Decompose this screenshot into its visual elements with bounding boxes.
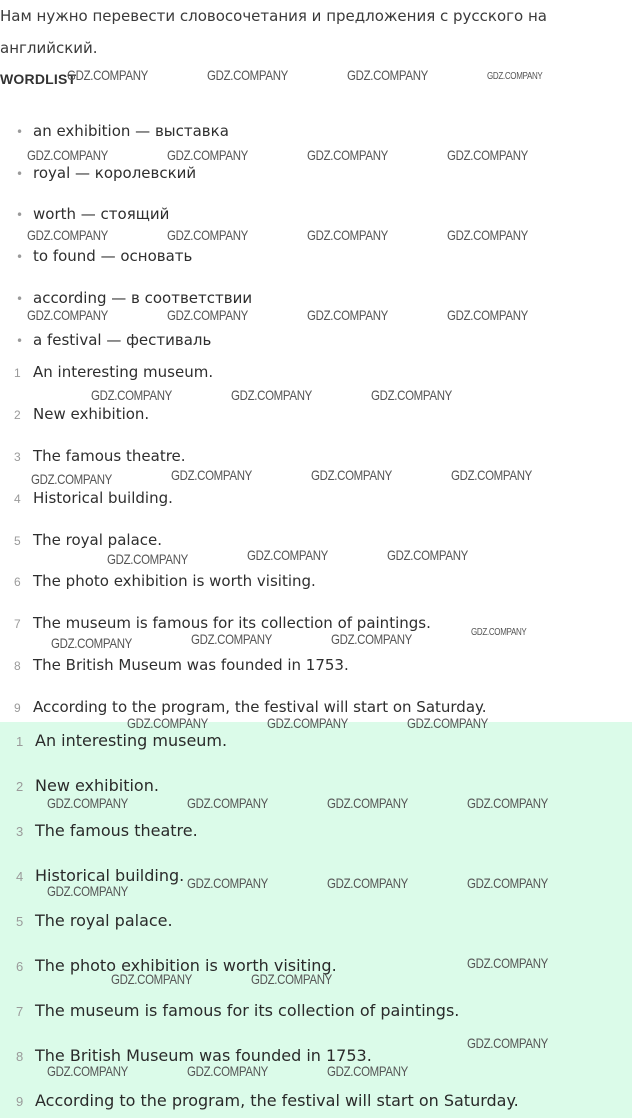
watermark: GDZ.COMPANY: [387, 547, 469, 563]
answer-number: 8: [16, 1049, 24, 1064]
watermark: GDZ.COMPANY: [231, 387, 313, 403]
wordlist-item-text: worth — стоящий: [33, 205, 170, 223]
watermark: GDZ.COMPANY: [471, 627, 527, 638]
answer-text: New exhibition.: [35, 776, 159, 795]
phrase-text: New exhibition.: [33, 405, 150, 423]
phrase-text: The famous theatre.: [33, 447, 186, 465]
answer-text: The famous theatre.: [35, 821, 198, 840]
watermark: GDZ.COMPANY: [327, 1063, 409, 1079]
watermark: GDZ.COMPANY: [167, 227, 249, 243]
watermark: GDZ.COMPANY: [167, 307, 249, 323]
answer-number: 4: [16, 869, 24, 884]
wordlist-item: [16, 122, 229, 140]
watermark: GDZ.COMPANY: [187, 795, 269, 811]
answer-item: [16, 1091, 519, 1110]
phrase-number: 6: [14, 575, 21, 589]
phrase-number: 2: [14, 408, 21, 422]
watermark: GDZ.COMPANY: [171, 467, 253, 483]
answer-text: According to the program, the festival will start on Saturday.: [35, 1091, 519, 1110]
watermark: GDZ.COMPANY: [47, 1063, 129, 1079]
watermark: GDZ.COMPANY: [447, 227, 529, 243]
watermark: GDZ.COMPANY: [251, 971, 333, 987]
bullet-icon: •: [16, 167, 24, 181]
phrase-text: The photo exhibition is worth visiting.: [33, 572, 316, 590]
phrase-text: An interesting museum.: [33, 363, 214, 381]
watermark: GDZ.COMPANY: [371, 387, 453, 403]
phrase-number: 1: [14, 366, 21, 380]
watermark: GDZ.COMPANY: [467, 955, 549, 971]
answer-item: [16, 956, 337, 975]
watermark: GDZ.COMPANY: [27, 307, 109, 323]
phrase-text: The British Museum was founded in 1753.: [33, 656, 349, 674]
intro-line-1: Нам нужно перевести словосочетания и предложения с русского на: [0, 7, 547, 25]
watermark: GDZ.COMPANY: [187, 875, 269, 891]
phrase-item: [14, 363, 213, 381]
watermark: GDZ.COMPANY: [51, 635, 133, 651]
answer-panel: [0, 722, 632, 1118]
phrase-item: [14, 656, 349, 674]
answer-number: 3: [16, 824, 24, 839]
watermark: GDZ.COMPANY: [407, 715, 489, 731]
watermark: GDZ.COMPANY: [311, 467, 393, 483]
answer-text: The British Museum was founded in 1753.: [35, 1046, 372, 1065]
answer-text: Historical building.: [35, 866, 185, 885]
phrase-number: 8: [14, 659, 21, 673]
answer-number: 7: [16, 1004, 24, 1019]
answer-number: 6: [16, 959, 24, 974]
answer-item: [16, 776, 159, 795]
phrase-text: The museum is famous for its collection of paintings.: [33, 614, 431, 632]
watermark: GDZ.COMPANY: [247, 547, 329, 563]
watermark: GDZ.COMPANY: [31, 471, 113, 487]
phrase-text: According to the program, the festival will start on Saturday.: [33, 698, 487, 716]
phrase-number: 5: [14, 534, 21, 548]
wordlist-item: [16, 331, 211, 349]
phrase-text: Historical building.: [33, 489, 173, 507]
wordlist-item-text: royal — королевский: [33, 164, 197, 182]
answer-item: [16, 1046, 372, 1065]
phrase-item: [14, 614, 431, 632]
watermark: GDZ.COMPANY: [327, 875, 409, 891]
answer-number: 2: [16, 779, 24, 794]
answer-item: [16, 866, 184, 885]
answer-item: [16, 911, 173, 930]
watermark: GDZ.COMPANY: [27, 147, 109, 163]
watermark: GDZ.COMPANY: [187, 1063, 269, 1079]
watermark: GDZ.COMPANY: [447, 307, 529, 323]
wordlist-item: [16, 164, 196, 182]
watermark: GDZ.COMPANY: [451, 467, 533, 483]
watermark: GDZ.COMPANY: [307, 307, 389, 323]
answer-item: [16, 1001, 459, 1020]
wordlist-item-text: a festival — фестиваль: [33, 331, 212, 349]
watermark: GDZ.COMPANY: [167, 147, 249, 163]
watermark: GDZ.COMPANY: [467, 875, 549, 891]
wordlist-item: [16, 247, 192, 265]
watermark: GDZ.COMPANY: [47, 883, 129, 899]
watermark: GDZ.COMPANY: [467, 795, 549, 811]
watermark: GDZ.COMPANY: [467, 1035, 549, 1051]
watermark: GDZ.COMPANY: [447, 147, 529, 163]
phrase-item: [14, 447, 186, 465]
watermark: GDZ.COMPANY: [307, 227, 389, 243]
watermark: GDZ.COMPANY: [347, 67, 429, 83]
bullet-icon: •: [16, 250, 24, 264]
watermark: GDZ.COMPANY: [27, 227, 109, 243]
phrase-item: [14, 405, 149, 423]
answer-text: The royal palace.: [35, 911, 173, 930]
watermark: GDZ.COMPANY: [67, 67, 149, 83]
phrase-number: 9: [14, 701, 21, 715]
answer-number: 5: [16, 914, 24, 929]
watermark: GDZ.COMPANY: [111, 971, 193, 987]
bullet-icon: •: [16, 334, 24, 348]
phrase-item: [14, 698, 487, 716]
phrase-item: [14, 572, 316, 590]
phrase-item: [14, 489, 173, 507]
wordlist-item-text: to found — основать: [33, 247, 193, 265]
answer-text: The museum is famous for its collection of paintings.: [35, 1001, 460, 1020]
phrase-number: 7: [14, 617, 21, 631]
answer-text: An interesting museum.: [35, 731, 228, 750]
answer-number: 1: [16, 734, 24, 749]
wordlist-item: [16, 289, 252, 307]
wordlist-item-text: according — в соответствии: [33, 289, 253, 307]
watermark: GDZ.COMPANY: [127, 715, 209, 731]
answer-item: [16, 731, 227, 750]
watermark: GDZ.COMPANY: [91, 387, 173, 403]
watermark: GDZ.COMPANY: [331, 631, 413, 647]
answer-text: The photo exhibition is worth visiting.: [35, 956, 337, 975]
watermark: GDZ.COMPANY: [47, 795, 129, 811]
watermark: GDZ.COMPANY: [191, 631, 273, 647]
watermark: GDZ.COMPANY: [487, 71, 543, 82]
watermark: GDZ.COMPANY: [307, 147, 389, 163]
wordlist-title: WORDLIST: [0, 71, 77, 87]
watermark: GDZ.COMPANY: [107, 551, 189, 567]
watermark: GDZ.COMPANY: [327, 795, 409, 811]
phrase-number: 3: [14, 450, 21, 464]
watermark: GDZ.COMPANY: [267, 715, 349, 731]
phrase-text: The royal palace.: [33, 531, 163, 549]
answer-number: 9: [16, 1094, 24, 1109]
intro-line-2: английский.: [0, 39, 98, 57]
bullet-icon: •: [16, 208, 24, 222]
intro-text: [0, 0, 632, 64]
phrase-item: [14, 531, 162, 549]
phrase-number: 4: [14, 492, 21, 506]
bullet-icon: •: [16, 125, 24, 139]
watermark: GDZ.COMPANY: [207, 67, 289, 83]
wordlist-item-text: an exhibition — выставка: [33, 122, 229, 140]
wordlist-item: [16, 205, 169, 223]
bullet-icon: •: [16, 292, 24, 306]
answer-item: [16, 821, 198, 840]
